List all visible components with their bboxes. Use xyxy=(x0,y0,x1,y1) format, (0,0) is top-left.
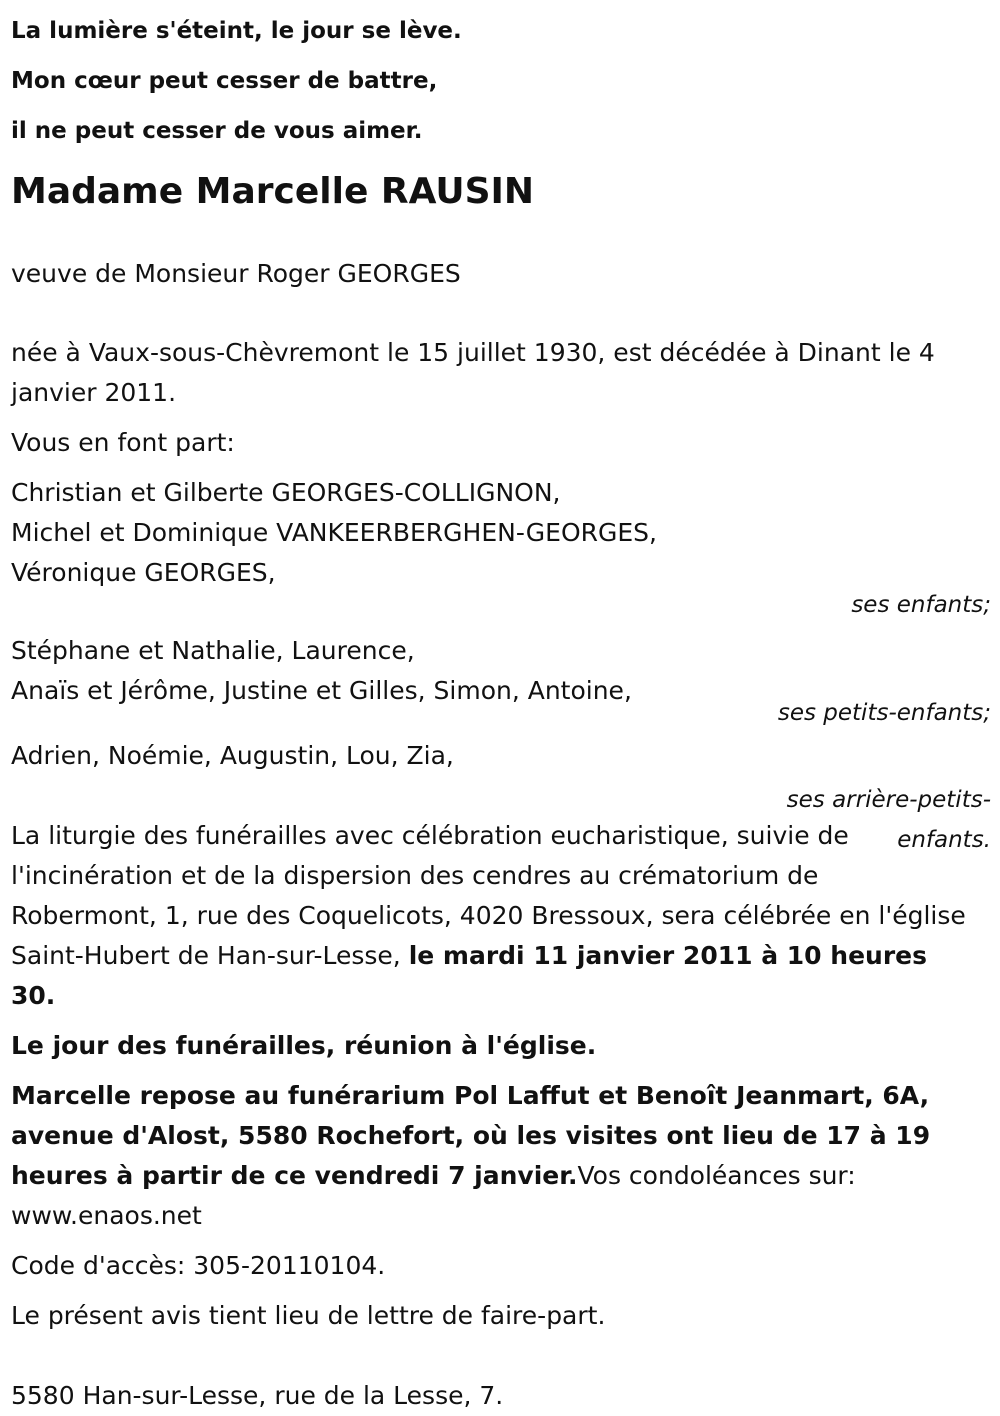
family-name-line: Adrien, Noémie, Augustin, Lou, Zia, xyxy=(11,741,454,770)
obituary-notice xyxy=(11,6,991,1416)
condolences-text: Vos condoléances sur: www.enaos.net xyxy=(11,1161,856,1230)
grandchildren-section xyxy=(11,631,991,733)
deceased-name: Madame Marcelle RAUSIN xyxy=(11,171,535,212)
children-section xyxy=(11,473,991,625)
family-name-line: Véronique GEORGES, xyxy=(11,558,276,587)
family-name-line: Christian et Gilberte GEORGES-COLLIGNON, xyxy=(11,478,561,507)
rest-bold-text: Marcelle repose au funérarium Pol Laffut et Benoît Jeanmart, 6A, avenue d'Alost, 5580 Rochefort, où les visites ont lieu de 17 à 19 heures à partir de ce vendredi 7 janvier. xyxy=(11,1081,931,1190)
family-name-line: Stéphane et Nathalie, Laurence, xyxy=(11,636,415,665)
spouse-line: veuve de Monsieur Roger GEORGES xyxy=(11,259,461,288)
verse-line: Mon cœur peut cesser de battre, xyxy=(11,68,438,94)
access-code: Code d'accès: 305-20110104. xyxy=(11,1251,386,1280)
grandchildren-role: ses petits-enfants; xyxy=(777,700,991,726)
children-role: ses enfants; xyxy=(851,592,991,618)
verse-line: il ne peut cesser de vous aimer. xyxy=(11,118,423,144)
family-name-line: Michel et Dominique VANKEERBERGHEN-GEORGES, xyxy=(11,518,657,547)
verse-line: La lumière s'éteint, le jour se lève. xyxy=(11,18,462,44)
family-name-line: Anaïs et Jérôme, Justine et Gilles, Simon, Antoine, xyxy=(11,676,632,705)
great-grandchildren-section xyxy=(11,736,991,853)
great-grandchildren-role-line: ses arrière-petits- xyxy=(786,787,991,813)
notice-text: Le présent avis tient lieu de lettre de faire-part. xyxy=(11,1301,606,1330)
rest-paragraph xyxy=(11,1076,991,1236)
great-grandchildren-role-line: enfants. xyxy=(897,827,991,853)
birth-death-text: née à Vaux-sous-Chèvremont le 15 juillet 1930, est décédée à Dinant le 4 janvier 2011. xyxy=(11,338,935,407)
address-text: 5580 Han-sur-Lesse, rue de la Lesse, 7. xyxy=(11,1381,504,1410)
liturgy-text-content: La liturgie des funérailles avec célébration eucharistique, suivie de l'incinération et de la dispersion des cendres au crématorium de Robermont, 1, rue des Coquelicots, 4020 Bressoux, sera célébrée en l'église Saint-Hubert de Han-sur-Lesse, xyxy=(11,821,966,970)
liturgy-date: le mardi 11 janvier 2011 à 10 heures 30. xyxy=(11,941,927,1010)
meeting-text: Le jour des funérailles, réunion à l'église. xyxy=(11,1031,597,1060)
announce-text: Vous en font part: xyxy=(11,428,235,457)
great-grandchildren-role xyxy=(751,780,991,860)
verse xyxy=(11,6,991,156)
